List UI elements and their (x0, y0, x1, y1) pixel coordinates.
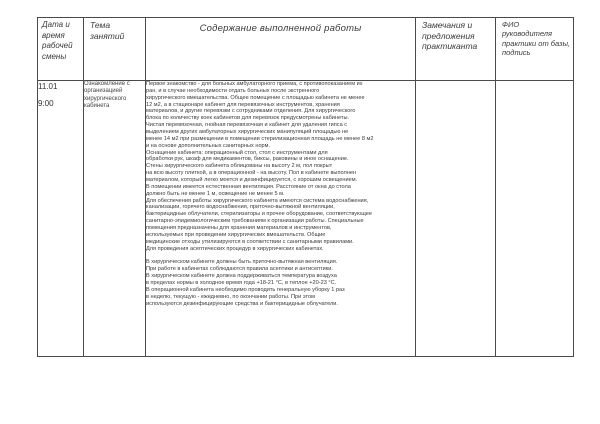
content-line: обработки рук, шкаф для медикаментов, биксы, раковины и иное оснащение. (146, 156, 349, 163)
header-fio (496, 18, 574, 81)
content-line: менее 14 м2 при размещении в помещении стерилизационная площадь не менее 8 м2 (146, 135, 374, 142)
cell-topic (84, 81, 146, 357)
cell-remarks (416, 81, 496, 357)
content-line: используются дезинфицирующие средства и бактерицидные облучатели. (146, 300, 338, 307)
content-line: В хирургическом кабинете должны быть приточно-вытяжная вентиляция. (146, 259, 338, 266)
content-line: В помещении имеется естественная вентиляция. Расстояние от окна до стола (146, 183, 351, 190)
content-line: хирургического вмешательства. Общее помещение с площадью кабинета не менее (146, 94, 365, 101)
content-line: медицинские отходы утилизируются в соответствии с санитарными правилами. (146, 238, 354, 245)
content-line: 12 м2, а в стационаре кабинет для перевязочных инструментов, хранения (146, 101, 340, 108)
content-line: используемых при проведении хирургических вмешательств. Общие (146, 231, 326, 238)
cell-date (38, 81, 84, 357)
header-content-label: Содержание выполненной работы (199, 23, 362, 34)
content-line: санитарно-эпидемиологическим требованиям к организации работы. Специальные (146, 218, 364, 225)
header-date-label: Дата и время рабочей смены (42, 20, 73, 61)
content-line: В операционной кабинета необходимо проводить генеральную уборку 1 раз (146, 286, 345, 293)
content-line: блока по количеству коек кабинетов для перевязок предусмотрены кабинеты. (146, 115, 350, 122)
content-line: бактерицидные облучатели, стерилизаторы и прочее оборудование, соответствующее (146, 211, 372, 218)
content-paragraph-1 (146, 81, 415, 252)
header-topic-label: Тема занятий (90, 20, 125, 41)
header-fio-label: ФИО руководителя практики от базы, подпись (502, 20, 571, 58)
header-remarks (416, 18, 496, 81)
content-paragraph-2 (146, 259, 415, 307)
content-line: При работе в кабинетах соблюдаются правила асептики и антисептики. (146, 266, 333, 273)
content-line: выделением других амбулаторных хирургических манипуляций площадью не (146, 129, 349, 136)
header-topic (84, 18, 146, 81)
content-line: Первое знакомство - для больных амбулаторного приема, с противопоказанием их (146, 81, 363, 87)
practice-journal-table (37, 17, 574, 357)
header-remarks-label: Замечания и предложения практиканта (422, 20, 478, 51)
row-time: 9:00 (38, 99, 54, 108)
header-date (38, 18, 84, 81)
content-line: Оснащение кабинета: операционный стол, стол с инструментами для (146, 149, 328, 156)
row-topic: Ознакомление с организацией хирургического кабинета (84, 81, 130, 110)
content-line: помещения предназначены для хранения материалов и инструментов, (146, 225, 332, 232)
cell-content (146, 81, 416, 357)
content-line: материалов, и другие перевязки с сотрудниками отделения. Для хирургического (146, 108, 356, 115)
content-line: В хирургическом кабинете должна поддерживаться температура воздуха (146, 273, 337, 280)
content-line: и на основе дополнительных санитарных норм. (146, 142, 271, 149)
content-line: канализации, горячего водоснабжения, приточно-вытяжной вентиляции, (146, 204, 335, 211)
content-line: ран, и в случае необходимости отдать больных после экстренного (146, 87, 320, 94)
content-line: Стены хирургического кабинета облицованы на высоту 2 м, пол покрыт (146, 163, 333, 170)
table-header-row (38, 18, 574, 81)
header-content (146, 18, 416, 81)
content-line: материалом, который легко моется и дезинфицируется, с хорошим освещением. (146, 177, 358, 184)
content-line: в неделю, текущую - ежедневно, по окончании работы. При этом (146, 293, 315, 300)
content-line: должно быть не менее 1 м, освещение не менее 5 м. (146, 190, 285, 197)
cell-fio (496, 81, 574, 357)
row-date: 11.01 (38, 82, 58, 91)
content-line: Для проведения асептических процедур в хирургических кабинетах. (146, 245, 324, 252)
content-line: Для обеспечения работы хирургического кабинета имеются система водоснабжения, (146, 197, 369, 204)
content-line: в пределах нормы в холодное время года +18-21 °С, в теплое +20-23 °С. (146, 280, 337, 287)
content-line: на всю высоту плиткой, а в операционной - на высоту. Пол в кабинете выполнен (146, 170, 357, 177)
table-row (38, 81, 574, 357)
content-line: Чистая перевязочная, гнойная перевязочная и кабинет для удаления гипса с (146, 122, 348, 129)
